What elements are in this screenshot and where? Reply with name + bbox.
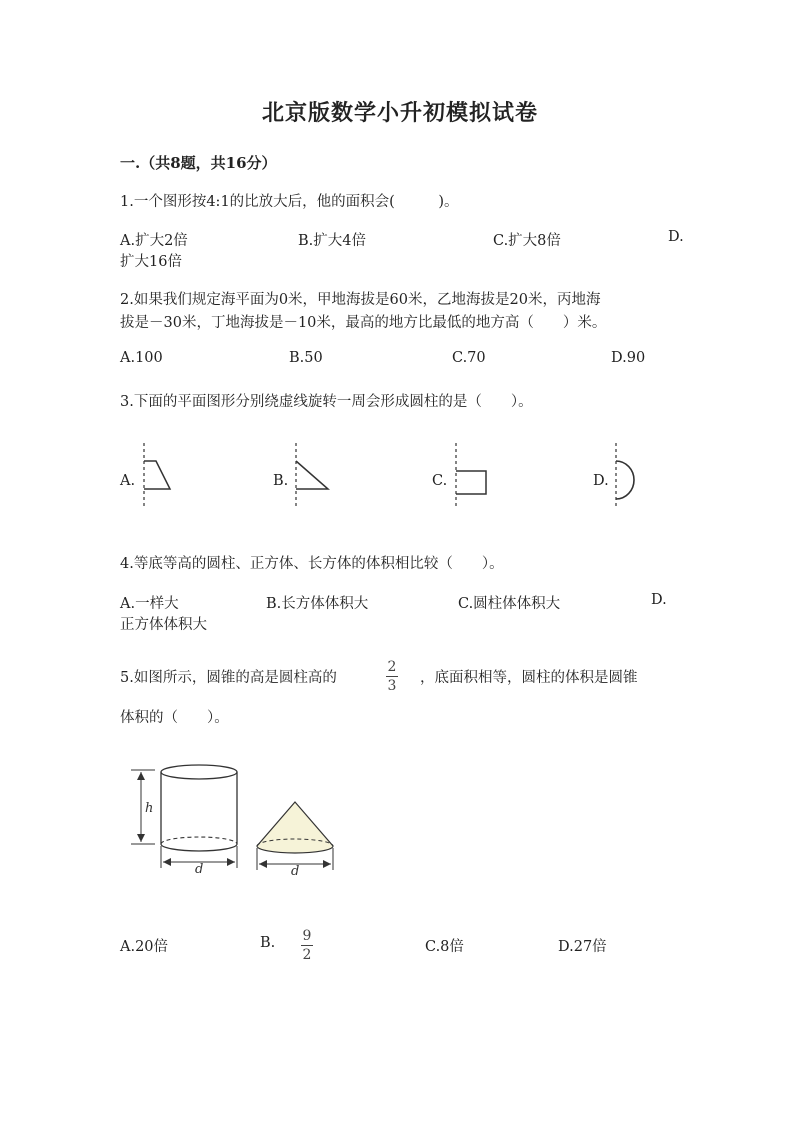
q3-shape-c — [450, 443, 492, 509]
section-heading: 一.（共8题，共16分） — [120, 154, 277, 172]
page-title: 北京版数学小升初模拟试卷 — [261, 100, 538, 126]
question-1: 1.一个图形按4:1的比放大后，他的面积会( )。 — [120, 194, 459, 210]
q4-option-c[interactable]: C.圆柱体体积大 — [458, 596, 561, 612]
question-3: 3.下面的平面图形分别绕虚线旋转一周会形成圆柱的是（ ）。 — [120, 394, 533, 410]
q5-fraction-bar — [386, 676, 398, 677]
q5-option-a[interactable]: A.20倍 — [120, 939, 169, 955]
q5-label-d-cylinder: d — [195, 862, 204, 877]
q4-option-a[interactable]: A.一样大 — [120, 596, 179, 612]
q1-option-b[interactable]: B.扩大4倍 — [298, 233, 366, 249]
q1-option-c[interactable]: C.扩大8倍 — [493, 233, 561, 249]
q3-option-c[interactable]: C. — [432, 473, 448, 489]
q5-label-h: h — [145, 801, 154, 816]
question-5-text-after: ，底面积相等，圆柱的体积是圆锥 — [420, 670, 638, 686]
question-4: 4.等底等高的圆柱、正方体、长方体的体积相比较（ ）。 — [120, 556, 504, 572]
q2-option-a[interactable]: A.100 — [120, 350, 163, 366]
q2-option-b[interactable]: B.50 — [289, 350, 323, 366]
q3-shape-a — [138, 443, 178, 509]
q5-option-b[interactable]: B. — [260, 935, 276, 951]
question-5-text-before: 5.如图所示，圆锥的高是圆柱高的 — [120, 670, 337, 686]
q1-option-d-text: 扩大16倍 — [120, 254, 182, 270]
q1-option-a[interactable]: A.扩大2倍 — [120, 233, 188, 249]
q3-shape-b — [290, 443, 332, 509]
q2-option-d[interactable]: D.90 — [611, 350, 646, 366]
q5-fraction — [386, 659, 398, 694]
q3-shape-d — [610, 443, 640, 509]
q1-option-d[interactable]: D. — [668, 229, 684, 245]
q5-fraction-denominator: 3 — [387, 678, 397, 694]
q5-fraction-numerator: 2 — [387, 659, 397, 675]
q5-option-b-numerator: 9 — [302, 928, 312, 944]
q5-figure — [125, 760, 345, 885]
q5-option-c[interactable]: C.8倍 — [425, 939, 464, 955]
q5-option-d[interactable]: D.27倍 — [558, 939, 607, 955]
q5-label-d-cone: d — [291, 864, 300, 879]
q3-option-b[interactable]: B. — [273, 473, 289, 489]
question-2-line-2: 拔是－30米，丁地海拔是－10米，最高的地方比最低的地方高（ ）米。 — [120, 315, 607, 331]
q4-option-d-text: 正方体体积大 — [120, 617, 207, 633]
q5-option-b-fraction — [301, 928, 313, 963]
q3-option-a[interactable]: A. — [120, 473, 136, 489]
question-5-line-2: 体积的（ ）。 — [120, 710, 229, 726]
q5-option-b-fraction-bar — [301, 945, 313, 946]
q3-option-d[interactable]: D. — [593, 473, 609, 489]
q4-option-d[interactable]: D. — [651, 592, 667, 608]
q4-option-b[interactable]: B.长方体体积大 — [266, 596, 369, 612]
q5-option-b-denominator: 2 — [302, 947, 312, 963]
question-2-line-1: 2.如果我们规定海平面为0米，甲地海拔是60米，乙地海拔是20米，丙地海 — [120, 292, 601, 308]
q2-option-c[interactable]: C.70 — [452, 350, 486, 366]
